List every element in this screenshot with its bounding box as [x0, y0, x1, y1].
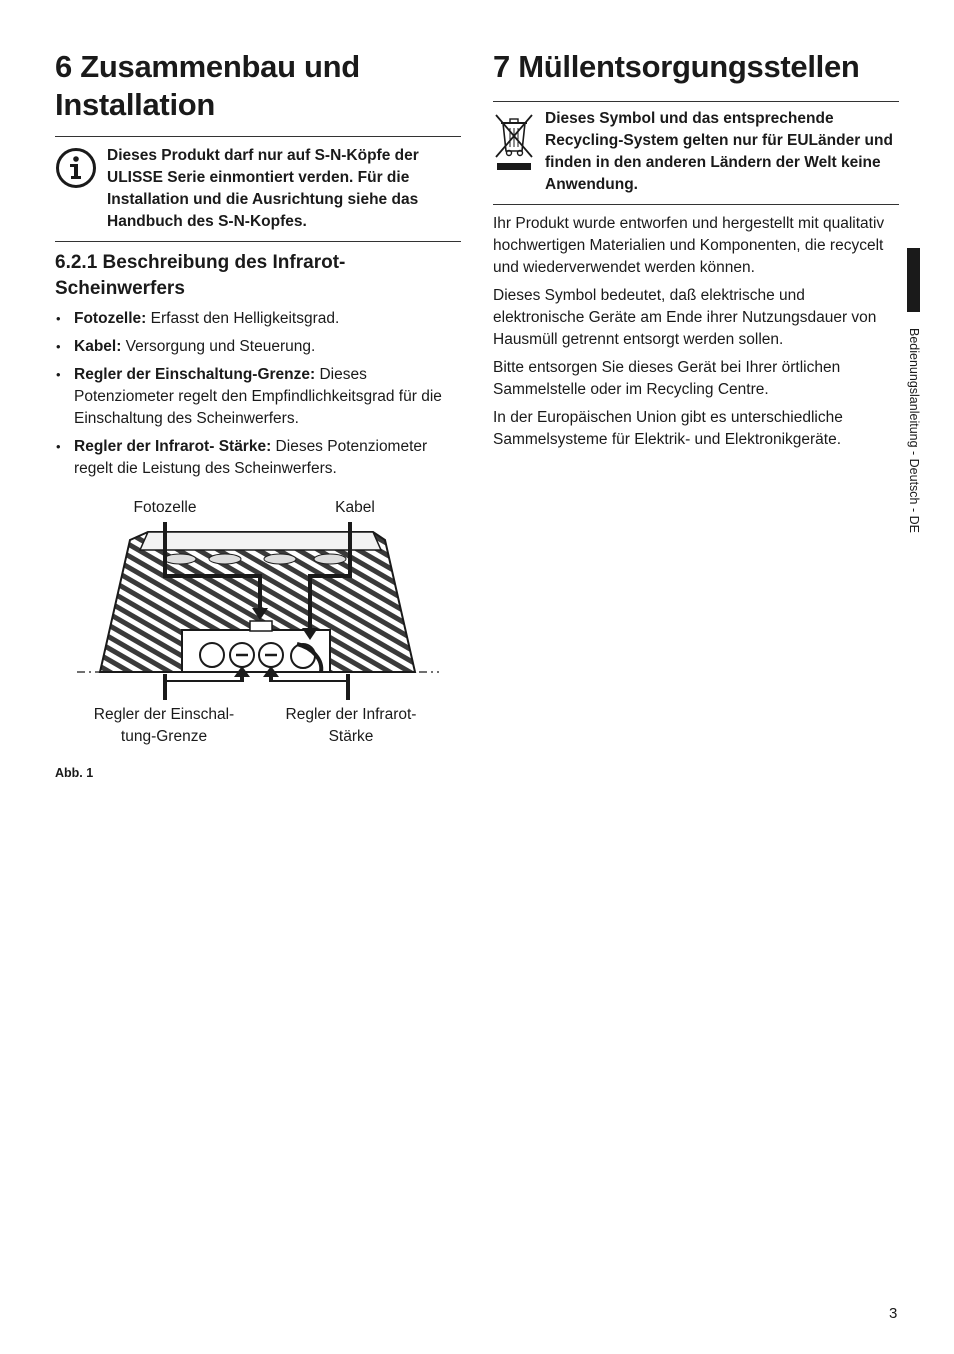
info-icon — [55, 145, 107, 194]
paragraph: In der Europäischen Union gibt es unterschiedliche Sammelsysteme für Elektrik- und Elektronikgeräte. — [493, 409, 843, 448]
section-title-assembly: 6 Zusammenbau und Installation — [55, 49, 360, 122]
figure-label-photocell: Fotozelle — [133, 499, 197, 516]
list-item — [55, 364, 461, 430]
list-item-term: Regler der Infrarot- Stärke: — [74, 438, 272, 455]
subsection-title: 6.2.1 Beschreibung des Infrarot-Scheinwerfers — [55, 252, 346, 299]
figure-label-threshold: Regler der Einschal- tung-Grenze — [93, 706, 235, 745]
list-item — [55, 436, 461, 480]
side-language-label: Bedienungslanleitung - Deutsch - DE — [907, 328, 921, 533]
section-assembly — [55, 48, 461, 486]
leader-lines-bottom — [55, 674, 461, 704]
list-item — [55, 336, 461, 358]
figure-label-cable: Kabel — [335, 499, 375, 516]
figure-caption: Abb. 1 — [55, 766, 94, 780]
section-title-disposal: 7 Müllentsorgungsstellen — [493, 49, 860, 84]
list-item — [55, 308, 461, 330]
weee-note-text: Dieses Symbol und das entsprechende Recycling-System gelten nur für EULänder und finden in den anderen Ländern der Welt keine Anwendung. — [545, 110, 893, 193]
list-item-text: Dieses Potenziometer regelt den Empfindlichkeitsgrad für die Einschaltung des Scheinwerfers. — [74, 366, 442, 427]
list-item-term: Regler der Einschaltung-Grenze: — [74, 366, 316, 383]
info-note — [55, 136, 461, 242]
info-note-text: Dieses Produkt darf nur auf S-N-Köpfe der ULISSE Serie einmontiert verden. Für die Installation und die Ausrichtung siehe das Handbuch des S-N-Kopfes. — [107, 147, 419, 230]
crossed-bin-icon — [493, 108, 545, 178]
illuminator-drawing — [55, 522, 461, 682]
figure-label-intensity: Regler der Infrarot- Stärke — [285, 706, 417, 745]
list-item-text: Erfasst den Helligkeitsgrad. — [146, 310, 340, 327]
paragraph: Dieses Symbol bedeutet, daß elektrische und elektronische Geräte am Ende ihrer Nutzungsdauer von Hausmüll getrennt entsorgt werden sollen. — [493, 287, 877, 348]
disposal-text — [493, 213, 899, 451]
list-item-text: Dieses Potenziometer regelt die Leistung des Scheinwerfers. — [74, 438, 428, 477]
paragraph: Bitte entsorgen Sie dieses Gerät bei Ihrer örtlichen Sammelstelle oder im Recycling Centre. — [493, 359, 841, 398]
list-item-term: Fotozelle: — [74, 310, 147, 327]
weee-note — [493, 101, 899, 205]
list-item-term: Kabel: — [74, 338, 122, 355]
paragraph: Ihr Produkt wurde entworfen und hergestellt mit qualitativ hochwertigen Materialien und Komponenten, die recycelt und wiederverwendet werden können. — [493, 215, 885, 276]
list-item-text: Versorgung und Steuerung. — [121, 338, 316, 355]
component-list — [55, 308, 461, 480]
section-disposal — [493, 48, 899, 457]
page-number: 3 — [889, 1305, 898, 1322]
side-tab-marker — [907, 248, 920, 312]
figure-ir-illuminator — [55, 492, 461, 762]
